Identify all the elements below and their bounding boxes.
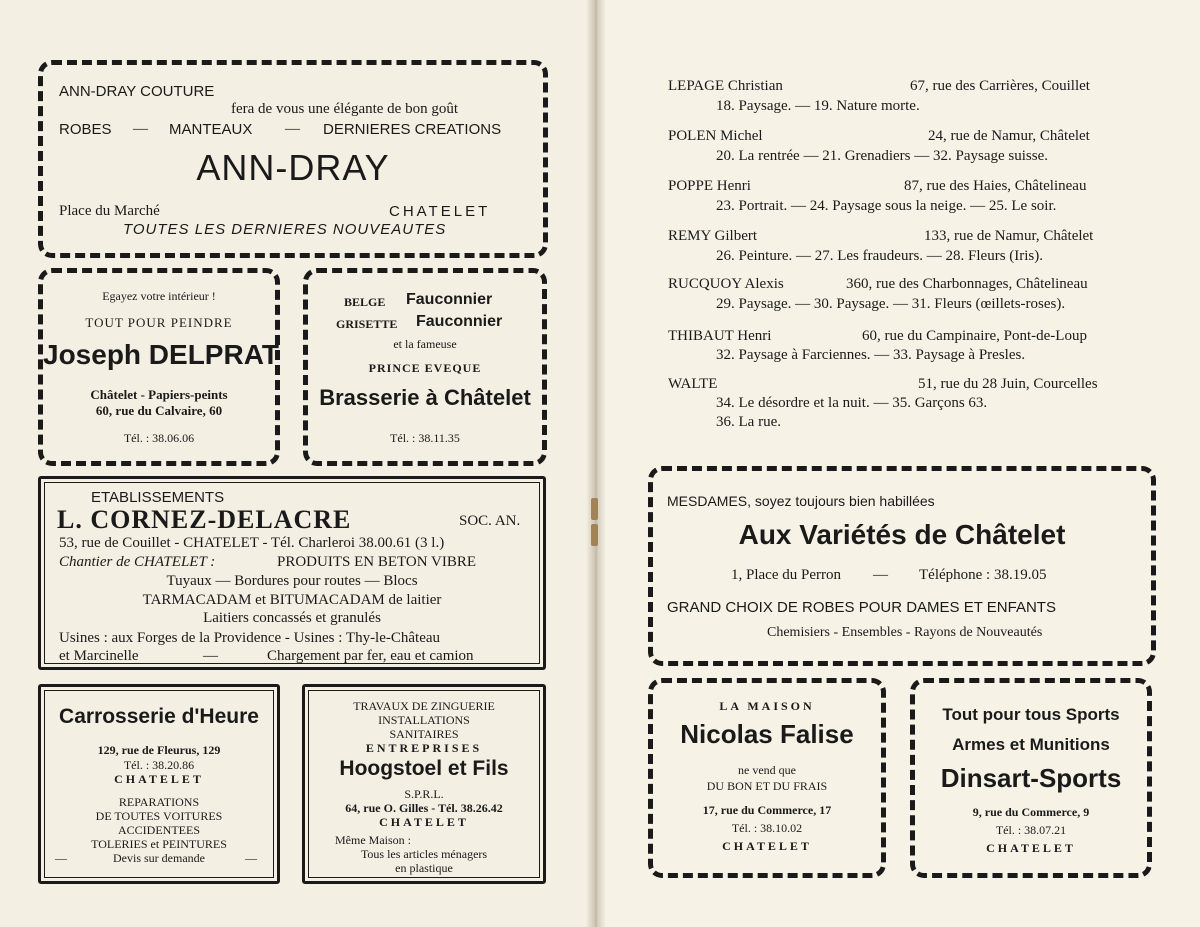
cornez-usines: Usines : aux Forges de la Providence - Usines : Thy-le-Château xyxy=(59,630,441,646)
brasserie-grisette: GRISETTE xyxy=(336,317,398,331)
ad-nicolas-falise xyxy=(648,678,886,878)
cornez-tarmac: TARMACADAM et BITUMACADAM de laitier xyxy=(142,592,442,608)
ad-brasserie xyxy=(303,268,547,466)
book-gutter xyxy=(586,0,606,927)
staple xyxy=(591,524,598,546)
carrosserie-rep2: DE TOUTES VOITURES xyxy=(95,809,223,823)
carrosserie-dash2: — xyxy=(245,851,257,865)
artist-name: POPPE Henri xyxy=(668,178,751,194)
hoogstoel-articles: Tous les articles ménagers xyxy=(360,847,488,861)
cornez-produits: PRODUITS EN BETON VIBRE xyxy=(277,554,477,570)
ad-hoogstoel xyxy=(302,684,546,884)
carrosserie-dash1: — xyxy=(55,851,67,865)
cornez-chantier: Chantier de CHATELET : xyxy=(59,554,216,570)
artist-address: 67, rue des Carrières, Couillet xyxy=(910,78,1090,94)
brasserie-fameuse: et la fameuse xyxy=(393,337,457,351)
carrosserie-devis: Devis sur demande xyxy=(113,851,205,865)
falise-addr: 17, rue du Commerce, 17 xyxy=(702,803,832,817)
artist-works-2: 36. La rue. xyxy=(716,414,781,430)
carrosserie-addr: 129, rue de Fleurus, 129 xyxy=(97,743,221,757)
artist-works: 23. Portrait. — 24. Paysage sous la neige. — 25. Le soir. xyxy=(716,198,1057,214)
ad-ann-dray xyxy=(38,60,548,258)
varietes-name: Aux Variétés de Châtelet xyxy=(738,519,1066,550)
falise-city: CHATELET xyxy=(722,839,812,853)
ad-delprat xyxy=(38,268,280,466)
falise-maison: LA MAISON xyxy=(719,699,815,713)
artist-works: 29. Paysage. — 30. Paysage. — 31. Fleurs (œillets-roses). xyxy=(716,296,1066,312)
ann-dray-robes: ROBES xyxy=(59,121,112,138)
artist-works: 34. Le désordre et la nuit. — 35. Garçons 63. xyxy=(716,395,988,411)
cornez-etab: ETABLISSEMENTS xyxy=(91,489,225,506)
cornez-marcinelle: et Marcinelle xyxy=(59,648,139,664)
cornez-addr: 53, rue de Couillet - CHATELET - Tél. Charleroi 38.00.61 (3 l.) xyxy=(59,535,445,551)
artist-works: 26. Peinture. — 27. Les fraudeurs. — 28. Fleurs (Iris). xyxy=(716,248,1044,264)
hoogstoel-name: Hoogstoel et Fils xyxy=(339,757,509,780)
dinsart-tel: Tél. : 38.07.21 xyxy=(995,823,1067,837)
artist-name: THIBAUT Henri xyxy=(668,328,772,344)
hoogstoel-city: CHATELET xyxy=(379,815,469,829)
brasserie-fauconnier1: Fauconnier xyxy=(406,291,493,308)
varietes-line1: MESDAMES, soyez toujours bien habillées xyxy=(667,493,935,509)
dinsart-addr: 9, rue du Commerce, 9 xyxy=(972,805,1090,819)
cornez-tuyaux: Tuyaux — Bordures pour routes — Blocs xyxy=(166,573,418,589)
delprat-line2: TOUT POUR PEINDRE xyxy=(85,315,233,330)
artist-name: LEPAGE Christian xyxy=(668,78,783,94)
delprat-line3: Châtelet - Papiers-peints xyxy=(90,387,228,402)
hoogstoel-meme: Même Maison : xyxy=(335,833,411,847)
falise-l1: ne vend que xyxy=(738,763,796,777)
left-page xyxy=(0,0,596,927)
ann-dray-title: ANN-DRAY COUTURE xyxy=(59,83,215,100)
brasserie-fauconnier2: Fauconnier xyxy=(416,313,503,330)
carrosserie-city: CHATELET xyxy=(114,772,204,786)
cornez-name: L. CORNEZ-DELACRE xyxy=(57,505,352,534)
hoogstoel-l1: TRAVAUX DE ZINGUERIE xyxy=(353,699,495,713)
varietes-choix: GRAND CHOIX DE ROBES POUR DAMES ET ENFANTS xyxy=(667,599,1056,616)
dinsart-city: CHATELET xyxy=(986,841,1076,855)
ad-aux-varietes xyxy=(648,466,1156,666)
ann-dray-nouveautes: TOUTES LES DERNIERES NOUVEAUTES xyxy=(123,221,447,238)
artist-name: WALTE xyxy=(668,376,718,392)
artist-address: 24, rue de Namur, Châtelet xyxy=(928,128,1090,144)
varietes-addr: 1, Place du Perron xyxy=(731,567,841,583)
carrosserie-rep3: ACCIDENTEES xyxy=(118,823,200,837)
varietes-dash: — xyxy=(873,567,888,583)
delprat-tel: Tél. : 38.06.06 xyxy=(123,431,195,445)
cornez-chargement: Chargement par fer, eau et camion xyxy=(267,648,474,664)
varietes-tel: Téléphone : 38.19.05 xyxy=(919,567,1047,583)
artist-address: 60, rue du Campinaire, Pont-de-Loup xyxy=(862,328,1087,344)
falise-name: Nicolas Falise xyxy=(680,719,854,749)
delprat-line4: 60, rue du Calvaire, 60 xyxy=(95,403,223,418)
falise-l2: DU BON ET DU FRAIS xyxy=(706,779,828,793)
artist-name: POLEN Michel xyxy=(668,128,763,144)
brasserie-belge: BELGE xyxy=(344,295,386,309)
ann-dray-dash2: — xyxy=(285,121,300,137)
carrosserie-rep4: TOLERIES et PEINTURES xyxy=(91,837,227,851)
carrosserie-rep1: REPARATIONS xyxy=(118,795,200,809)
carrosserie-name: Carrosserie d'Heure xyxy=(59,705,259,728)
hoogstoel-l4: ENTREPRISES xyxy=(365,741,483,755)
ad-dinsart-sports xyxy=(910,678,1152,878)
cornez-laitiers: Laitiers concassés et granulés xyxy=(203,610,381,626)
ad-carrosserie xyxy=(38,684,280,884)
artist-name: RUCQUOY Alexis xyxy=(668,276,784,292)
artist-address: 360, rue des Charbonnages, Châtelineau xyxy=(846,276,1088,292)
dinsart-l1: Tout pour tous Sports xyxy=(942,705,1120,724)
artist-address: 51, rue du 28 Juin, Courcelles xyxy=(918,376,1098,392)
ann-dray-dash1: — xyxy=(133,121,148,137)
staple xyxy=(591,498,598,520)
brasserie-prince: PRINCE EVEQUE xyxy=(368,361,482,375)
ann-dray-city: CHATELET xyxy=(389,203,491,220)
brasserie-tel: Tél. : 38.11.35 xyxy=(390,431,460,445)
ad-cornez-delacre xyxy=(38,476,546,670)
dinsart-name: Dinsart-Sports xyxy=(940,763,1122,793)
delprat-name: Joseph DELPRAT xyxy=(43,339,279,370)
ann-dray-creations: DERNIERES CREATIONS xyxy=(323,121,502,138)
cornez-dash: — xyxy=(203,648,218,664)
cornez-soc: SOC. AN. xyxy=(459,513,521,529)
hoogstoel-l3: SANITAIRES xyxy=(389,727,459,741)
ann-dray-tagline: fera de vous une élégante de bon goût xyxy=(231,101,458,117)
artist-address: 87, rue des Haies, Châtelineau xyxy=(904,178,1087,194)
carrosserie-tel: Tél. : 38.20.86 xyxy=(123,758,195,772)
artist-name: REMY Gilbert xyxy=(668,228,758,244)
delprat-line1: Egayez votre intérieur ! xyxy=(102,289,216,303)
artist-address: 133, rue de Namur, Châtelet xyxy=(924,228,1094,244)
ann-dray-manteaux: MANTEAUX xyxy=(169,121,253,138)
hoogstoel-plastique: en plastique xyxy=(395,861,453,875)
falise-tel: Tél. : 38.10.02 xyxy=(731,821,803,835)
ann-dray-address: Place du Marché xyxy=(59,203,160,219)
artist-works: 20. La rentrée — 21. Grenadiers — 32. Paysage suisse. xyxy=(716,148,1048,164)
hoogstoel-addr: 64, rue O. Gilles - Tél. 38.26.42 xyxy=(345,801,503,815)
dinsart-l2: Armes et Munitions xyxy=(952,735,1110,754)
artist-works: 18. Paysage. — 19. Nature morte. xyxy=(716,98,920,114)
artist-works: 32. Paysage à Farciennes. — 33. Paysage à Presles. xyxy=(716,347,1026,363)
hoogstoel-l2: INSTALLATIONS xyxy=(378,713,470,727)
ann-dray-brand: ANN-DRAY xyxy=(196,147,390,188)
hoogstoel-sprl: S.P.R.L. xyxy=(404,787,444,801)
brasserie-name: Brasserie à Châtelet xyxy=(319,385,531,410)
right-page xyxy=(596,0,1200,927)
varietes-rayons: Chemisiers - Ensembles - Rayons de Nouveautés xyxy=(767,625,1043,640)
